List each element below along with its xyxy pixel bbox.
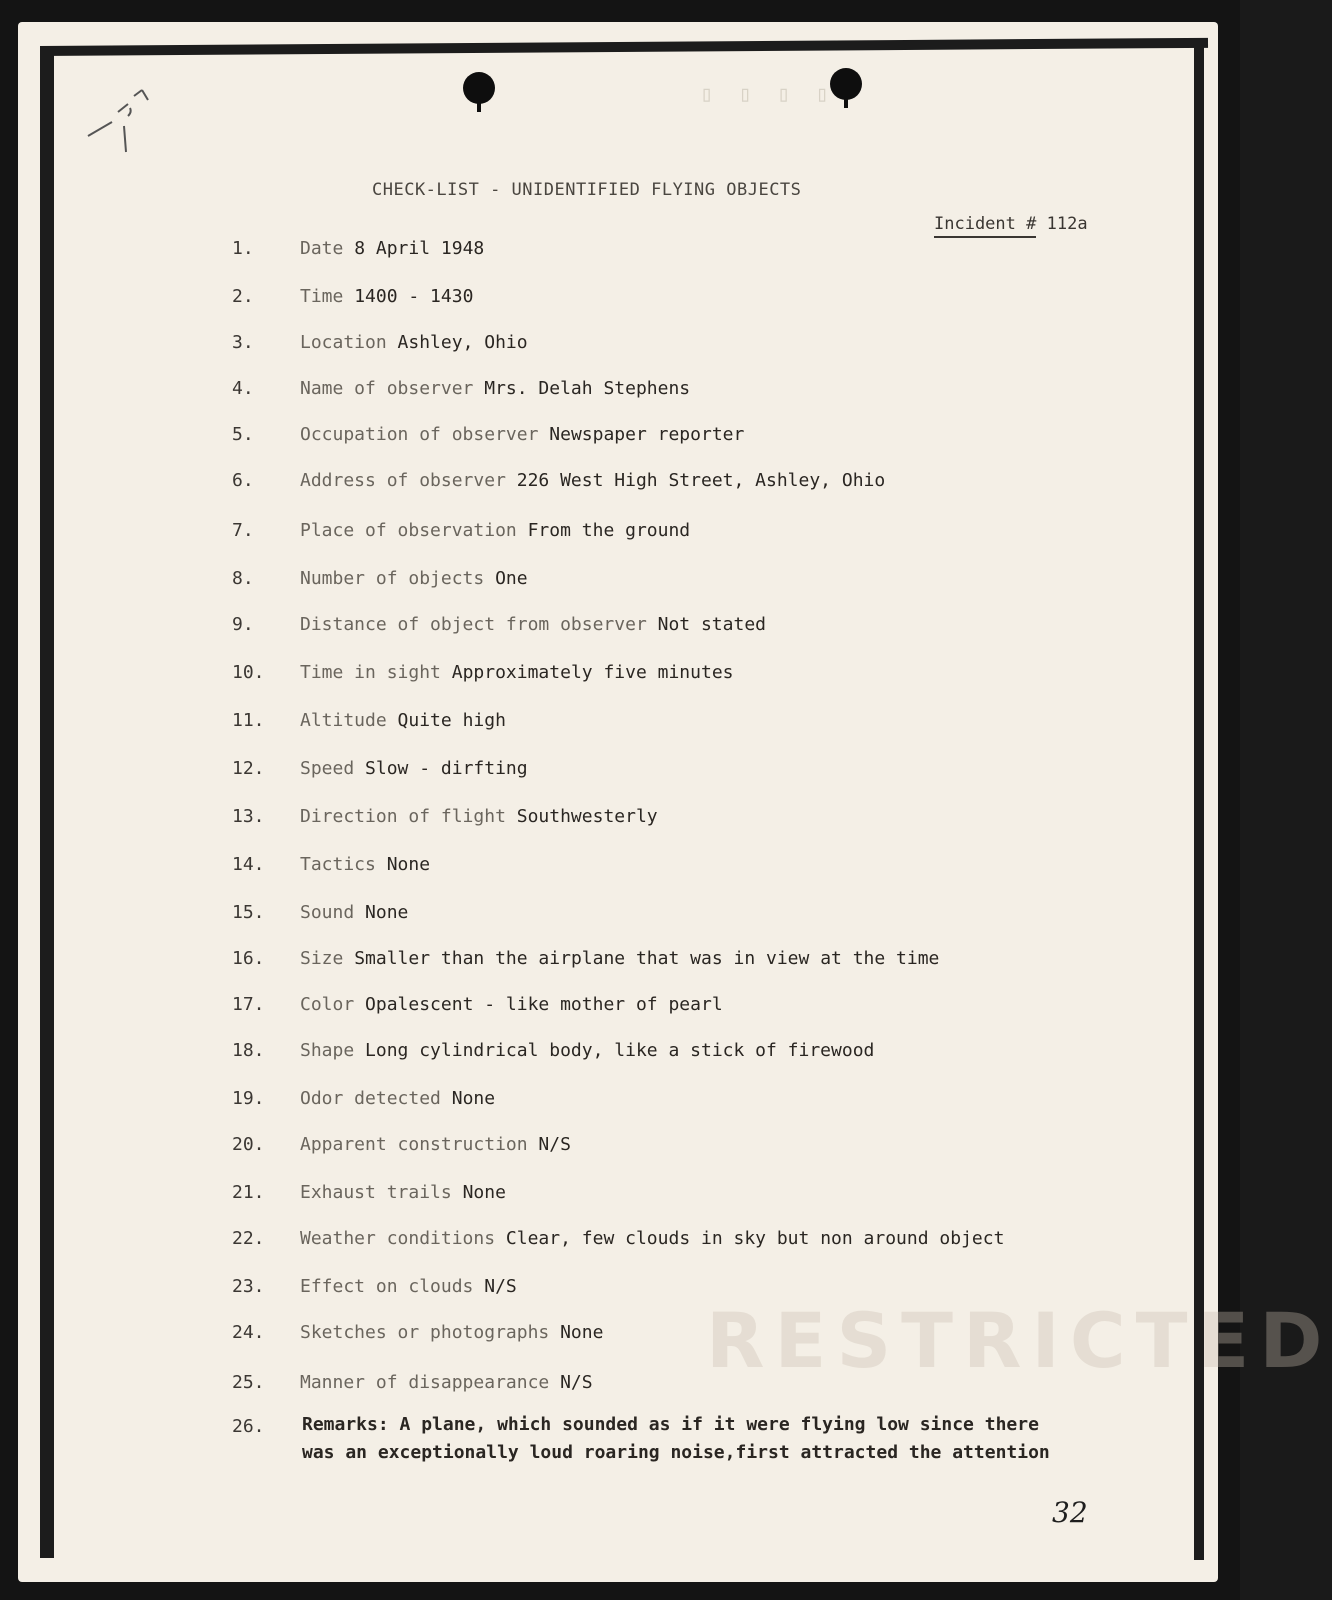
remarks-line-2: was an exceptionally loud roaring noise,first attracted the attention — [302, 1442, 1050, 1463]
item-field — [300, 1088, 495, 1109]
item-label: Altitude — [300, 710, 387, 731]
item-value: Mrs. Delah Stephens — [484, 378, 691, 399]
item-value: 8 April 1948 — [354, 238, 485, 259]
item-field — [300, 520, 690, 541]
item-label: Odor detected — [300, 1088, 441, 1109]
item-number: 16. — [232, 948, 265, 969]
item-label: Apparent construction — [300, 1134, 528, 1155]
faint-stamp: ▯ ▯ ▯ ▯ — [700, 82, 835, 107]
item-number: 17. — [232, 994, 265, 1015]
item-label: Effect on clouds — [300, 1276, 474, 1297]
item-value: None — [386, 854, 431, 875]
item-field — [300, 238, 484, 259]
item-value: Not stated — [657, 614, 766, 635]
item-value: 226 West High Street, Ashley, Ohio — [516, 470, 886, 491]
item-value: None — [451, 1088, 496, 1109]
item-value: N/S — [538, 1134, 571, 1155]
item-field — [300, 378, 690, 399]
item-label: Exhaust trails — [300, 1182, 452, 1203]
item-value: Clear, few clouds in sky but non around object — [505, 1228, 1005, 1249]
item-value: Newspaper reporter — [549, 424, 745, 445]
item-number: 11. — [232, 710, 265, 731]
item-number: 7. — [232, 520, 254, 541]
item-label: Place of observation — [300, 520, 517, 541]
item-number: 1. — [232, 238, 254, 259]
item-label: Number of objects — [300, 568, 485, 589]
item-number: 19. — [232, 1088, 265, 1109]
item-field — [300, 806, 658, 827]
item-value: One — [495, 568, 528, 589]
item-value: N/S — [484, 1276, 517, 1297]
item-label: Time — [300, 286, 344, 307]
item-label: Date — [300, 238, 344, 259]
item-number: 5. — [232, 424, 254, 445]
item-field — [300, 758, 528, 779]
item-label: Direction of flight — [300, 806, 506, 827]
item-label: Color — [300, 994, 355, 1015]
document-title: CHECK-LIST - UNIDENTIFIED FLYING OBJECTS — [372, 180, 802, 200]
incident-label: Incident # — [934, 214, 1036, 238]
item-number: 6. — [232, 470, 254, 491]
item-field — [300, 1322, 603, 1343]
item-field — [300, 1228, 1004, 1249]
item-label: Manner of disappearance — [300, 1372, 550, 1393]
item-number: 18. — [232, 1040, 265, 1061]
item-field — [300, 332, 528, 353]
item-number: 20. — [232, 1134, 265, 1155]
item-label: Location — [300, 332, 387, 353]
item-number: 13. — [232, 806, 265, 827]
item-number: 24. — [232, 1322, 265, 1343]
restricted-watermark: RESTRICTED — [706, 1296, 1332, 1385]
item-value: 1400 - 1430 — [354, 286, 474, 307]
item-value: None — [560, 1322, 604, 1343]
item-number: 14. — [232, 854, 265, 875]
item-value: None — [365, 902, 409, 923]
item-field — [300, 902, 408, 923]
item-value: N/S — [560, 1372, 593, 1393]
item-field — [300, 568, 528, 589]
item-value: Approximately five minutes — [451, 662, 734, 683]
item-number: 23. — [232, 1276, 265, 1297]
item-number: 9. — [232, 614, 254, 635]
item-label: Shape — [300, 1040, 355, 1061]
item-field — [300, 1276, 517, 1297]
item-label: Distance of object from observer — [300, 614, 647, 635]
item-value: Slow - dirfting — [365, 758, 528, 779]
item-field — [300, 1182, 506, 1203]
remarks-line-1: Remarks: A plane, which sounded as if it were flying low since there — [302, 1414, 1039, 1435]
item-field — [300, 1134, 571, 1155]
item-number: 3. — [232, 332, 254, 353]
item-value: Opalescent - like mother of pearl — [365, 994, 723, 1015]
item-label: Sound — [300, 902, 355, 923]
item-field — [300, 424, 744, 445]
item-label: Name of observer — [300, 378, 474, 399]
item-field — [300, 1040, 874, 1061]
item-field — [300, 994, 723, 1015]
item-field — [300, 710, 506, 731]
item-number: 15. — [232, 902, 265, 923]
item-number: 22. — [232, 1228, 265, 1249]
item-field — [300, 948, 939, 969]
item-number: 4. — [232, 378, 254, 399]
item-value: Long cylindrical body, like a stick of firewood — [365, 1040, 875, 1061]
item-label: Tactics — [300, 854, 376, 875]
item-number: 2. — [232, 286, 254, 307]
item-field — [300, 854, 430, 875]
item-number: 26. — [232, 1416, 265, 1437]
item-field — [300, 286, 473, 307]
item-value: Smaller than the airplane that was in view at the time — [354, 948, 940, 969]
incident-number: 112a — [1046, 214, 1088, 234]
item-label: Size — [300, 948, 344, 969]
item-value: None — [462, 1182, 506, 1203]
item-label: Weather conditions — [300, 1228, 496, 1249]
item-field — [300, 1372, 593, 1393]
item-field — [300, 470, 885, 491]
item-value: From the ground — [527, 520, 691, 541]
item-field — [300, 614, 766, 635]
item-label: Occupation of observer — [300, 424, 539, 445]
item-number: 10. — [232, 662, 265, 683]
item-value: Ashley, Ohio — [397, 332, 528, 353]
item-number: 21. — [232, 1182, 265, 1203]
page-number: 32 — [1052, 1496, 1088, 1529]
item-number: 25. — [232, 1372, 265, 1393]
item-value: Southwesterly — [516, 806, 658, 827]
item-label: Sketches or photographs — [300, 1322, 550, 1343]
item-label: Time in sight — [300, 662, 441, 683]
item-number: 8. — [232, 568, 254, 589]
item-value: Quite high — [397, 710, 506, 731]
item-field — [300, 662, 734, 683]
item-number: 12. — [232, 758, 265, 779]
item-label: Speed — [300, 758, 355, 779]
item-label: Address of observer — [300, 470, 506, 491]
